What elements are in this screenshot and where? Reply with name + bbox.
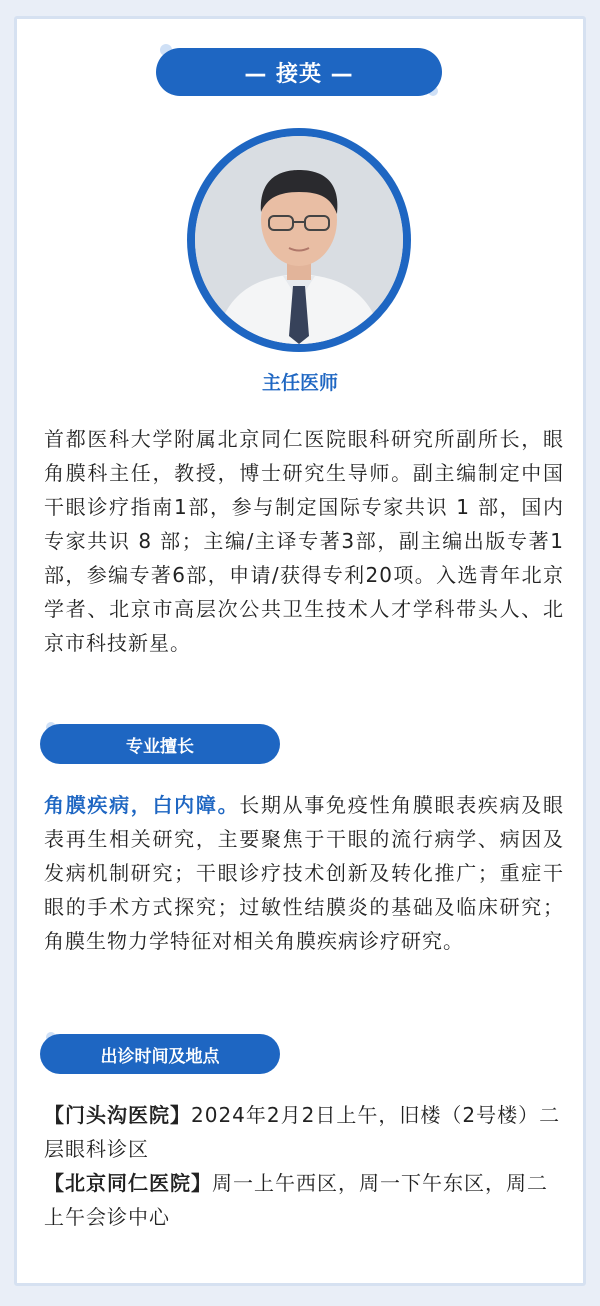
schedule-heading-label: 出诊时间及地点 bbox=[100, 1046, 220, 1067]
doctor-portrait-icon bbox=[195, 136, 403, 344]
schedule-heading bbox=[40, 1034, 280, 1074]
doctor-title: 主任医师 bbox=[261, 372, 338, 394]
doctor-name-pill bbox=[156, 48, 442, 96]
specialty-heading-label: 专业擅长 bbox=[126, 736, 194, 757]
doctor-name: — 接英 — bbox=[244, 61, 354, 87]
doctor-photo-frame bbox=[187, 128, 411, 352]
specialty-highlight: 角膜疾病，白内障。 bbox=[44, 793, 240, 817]
schedule-entry bbox=[44, 1166, 564, 1234]
schedule-detail: 周一上午西区，周一下午东区，周二上午会诊中心 bbox=[44, 1171, 548, 1229]
specialty-text: 长期从事免疫性角膜眼表疾病及眼表再生相关研究，主要聚焦于干眼的流行病学、病因及发病机制研究；干眼诊疗技术创新及转化推广；重症干眼的手术方式探究；过敏性结膜炎的基础及临床研究；角膜生物力学特征对相关角膜疾病诊疗研究。 bbox=[44, 793, 565, 953]
specialty-heading bbox=[40, 724, 280, 764]
schedule-list bbox=[44, 1098, 564, 1234]
schedule-hospital: 【北京同仁医院】 bbox=[44, 1171, 212, 1195]
doctor-photo bbox=[195, 136, 403, 344]
specialty-paragraph bbox=[44, 788, 564, 958]
schedule-detail: 2024年2月2日上午，旧楼（2号楼）二层眼科诊区 bbox=[44, 1103, 561, 1161]
bio-paragraph: 首都医科大学附属北京同仁医院眼科研究所副所长，眼角膜科主任，教授，博士研究生导师。副主编制定中国干眼诊疗指南1部，参与制定国际专家共识 1 部，国内专家共识 8 部；主编/主译专著3部，副主编出版专著1部，参编专著6部，申请/获得专利20项。入选青年北京学者、北京市高层次公共卫生技术人才学科带头人、北京市科技新星。 bbox=[44, 427, 564, 655]
schedule-entry bbox=[44, 1098, 564, 1166]
schedule-hospital: 【门头沟医院】 bbox=[44, 1103, 191, 1127]
